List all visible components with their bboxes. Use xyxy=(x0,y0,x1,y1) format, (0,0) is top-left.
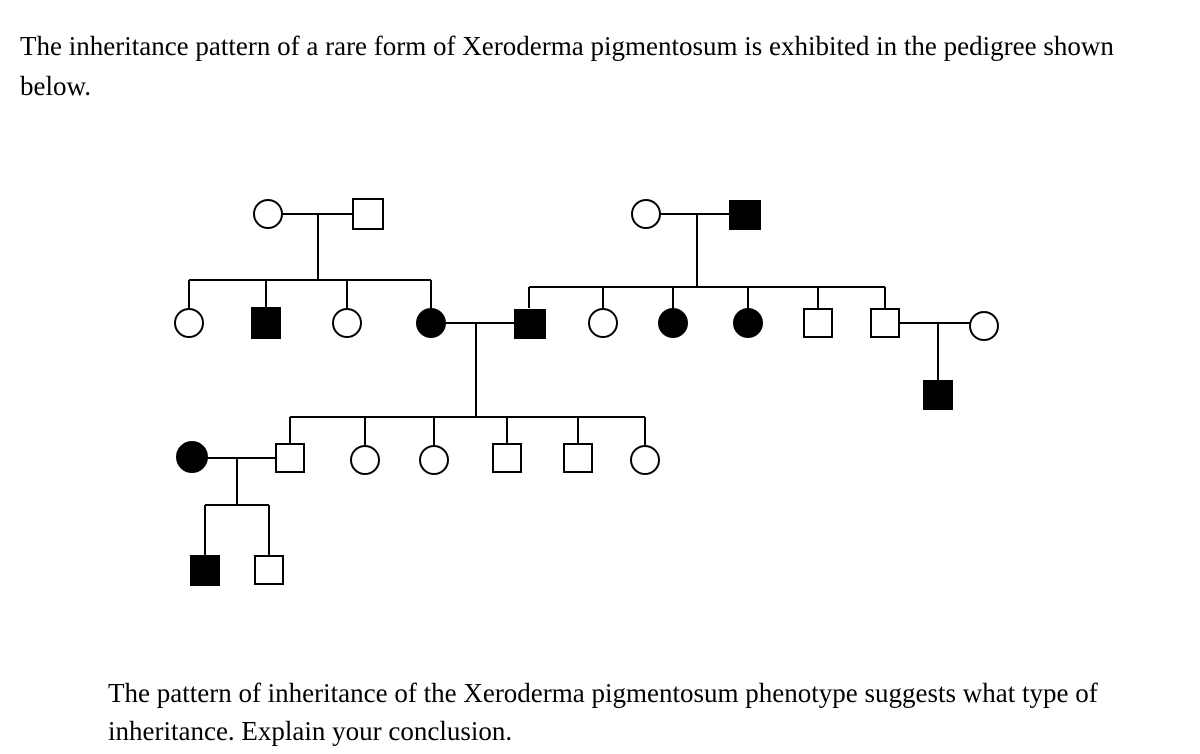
male-affected xyxy=(191,556,219,585)
generation-2-sibship-a xyxy=(175,280,445,338)
female-unaffected xyxy=(589,309,617,337)
female-unaffected xyxy=(970,312,998,340)
female-affected xyxy=(659,309,687,337)
generation-2-sibship-b xyxy=(515,287,899,338)
generation-1-family-a xyxy=(254,199,383,280)
female-unaffected xyxy=(632,200,660,228)
female-unaffected xyxy=(254,200,282,228)
female-affected xyxy=(417,309,445,337)
female-unaffected xyxy=(631,446,659,474)
male-unaffected xyxy=(804,309,832,337)
female-affected xyxy=(734,309,762,337)
male-affected xyxy=(252,308,280,338)
generation-2-right-couple xyxy=(899,312,998,409)
male-unaffected xyxy=(276,444,304,472)
female-unaffected xyxy=(175,309,203,337)
male-unaffected xyxy=(255,556,283,584)
female-unaffected xyxy=(333,309,361,337)
female-affected xyxy=(177,442,207,472)
generation-3-sibship xyxy=(276,417,659,474)
male-unaffected xyxy=(871,309,899,337)
question-text: The pattern of inheritance of the Xeroderma pigmentosum phenotype suggests what type of inheritance. Explain your conclusion. xyxy=(108,678,1098,746)
male-affected xyxy=(924,381,952,409)
male-affected xyxy=(730,201,760,229)
male-unaffected xyxy=(353,199,383,229)
male-affected xyxy=(515,310,545,338)
male-unaffected xyxy=(564,444,592,472)
generation-3-couple xyxy=(177,442,276,505)
generation-2-couple xyxy=(445,323,514,417)
generation-4-sibship xyxy=(191,505,283,585)
male-unaffected xyxy=(493,444,521,472)
generation-1-family-b xyxy=(632,200,760,287)
female-unaffected xyxy=(420,446,448,474)
intro-text: The inheritance pattern of a rare form of Xeroderma pigmentosum is exhibited in the pedigree shown below. xyxy=(20,31,1114,101)
female-unaffected xyxy=(351,446,379,474)
